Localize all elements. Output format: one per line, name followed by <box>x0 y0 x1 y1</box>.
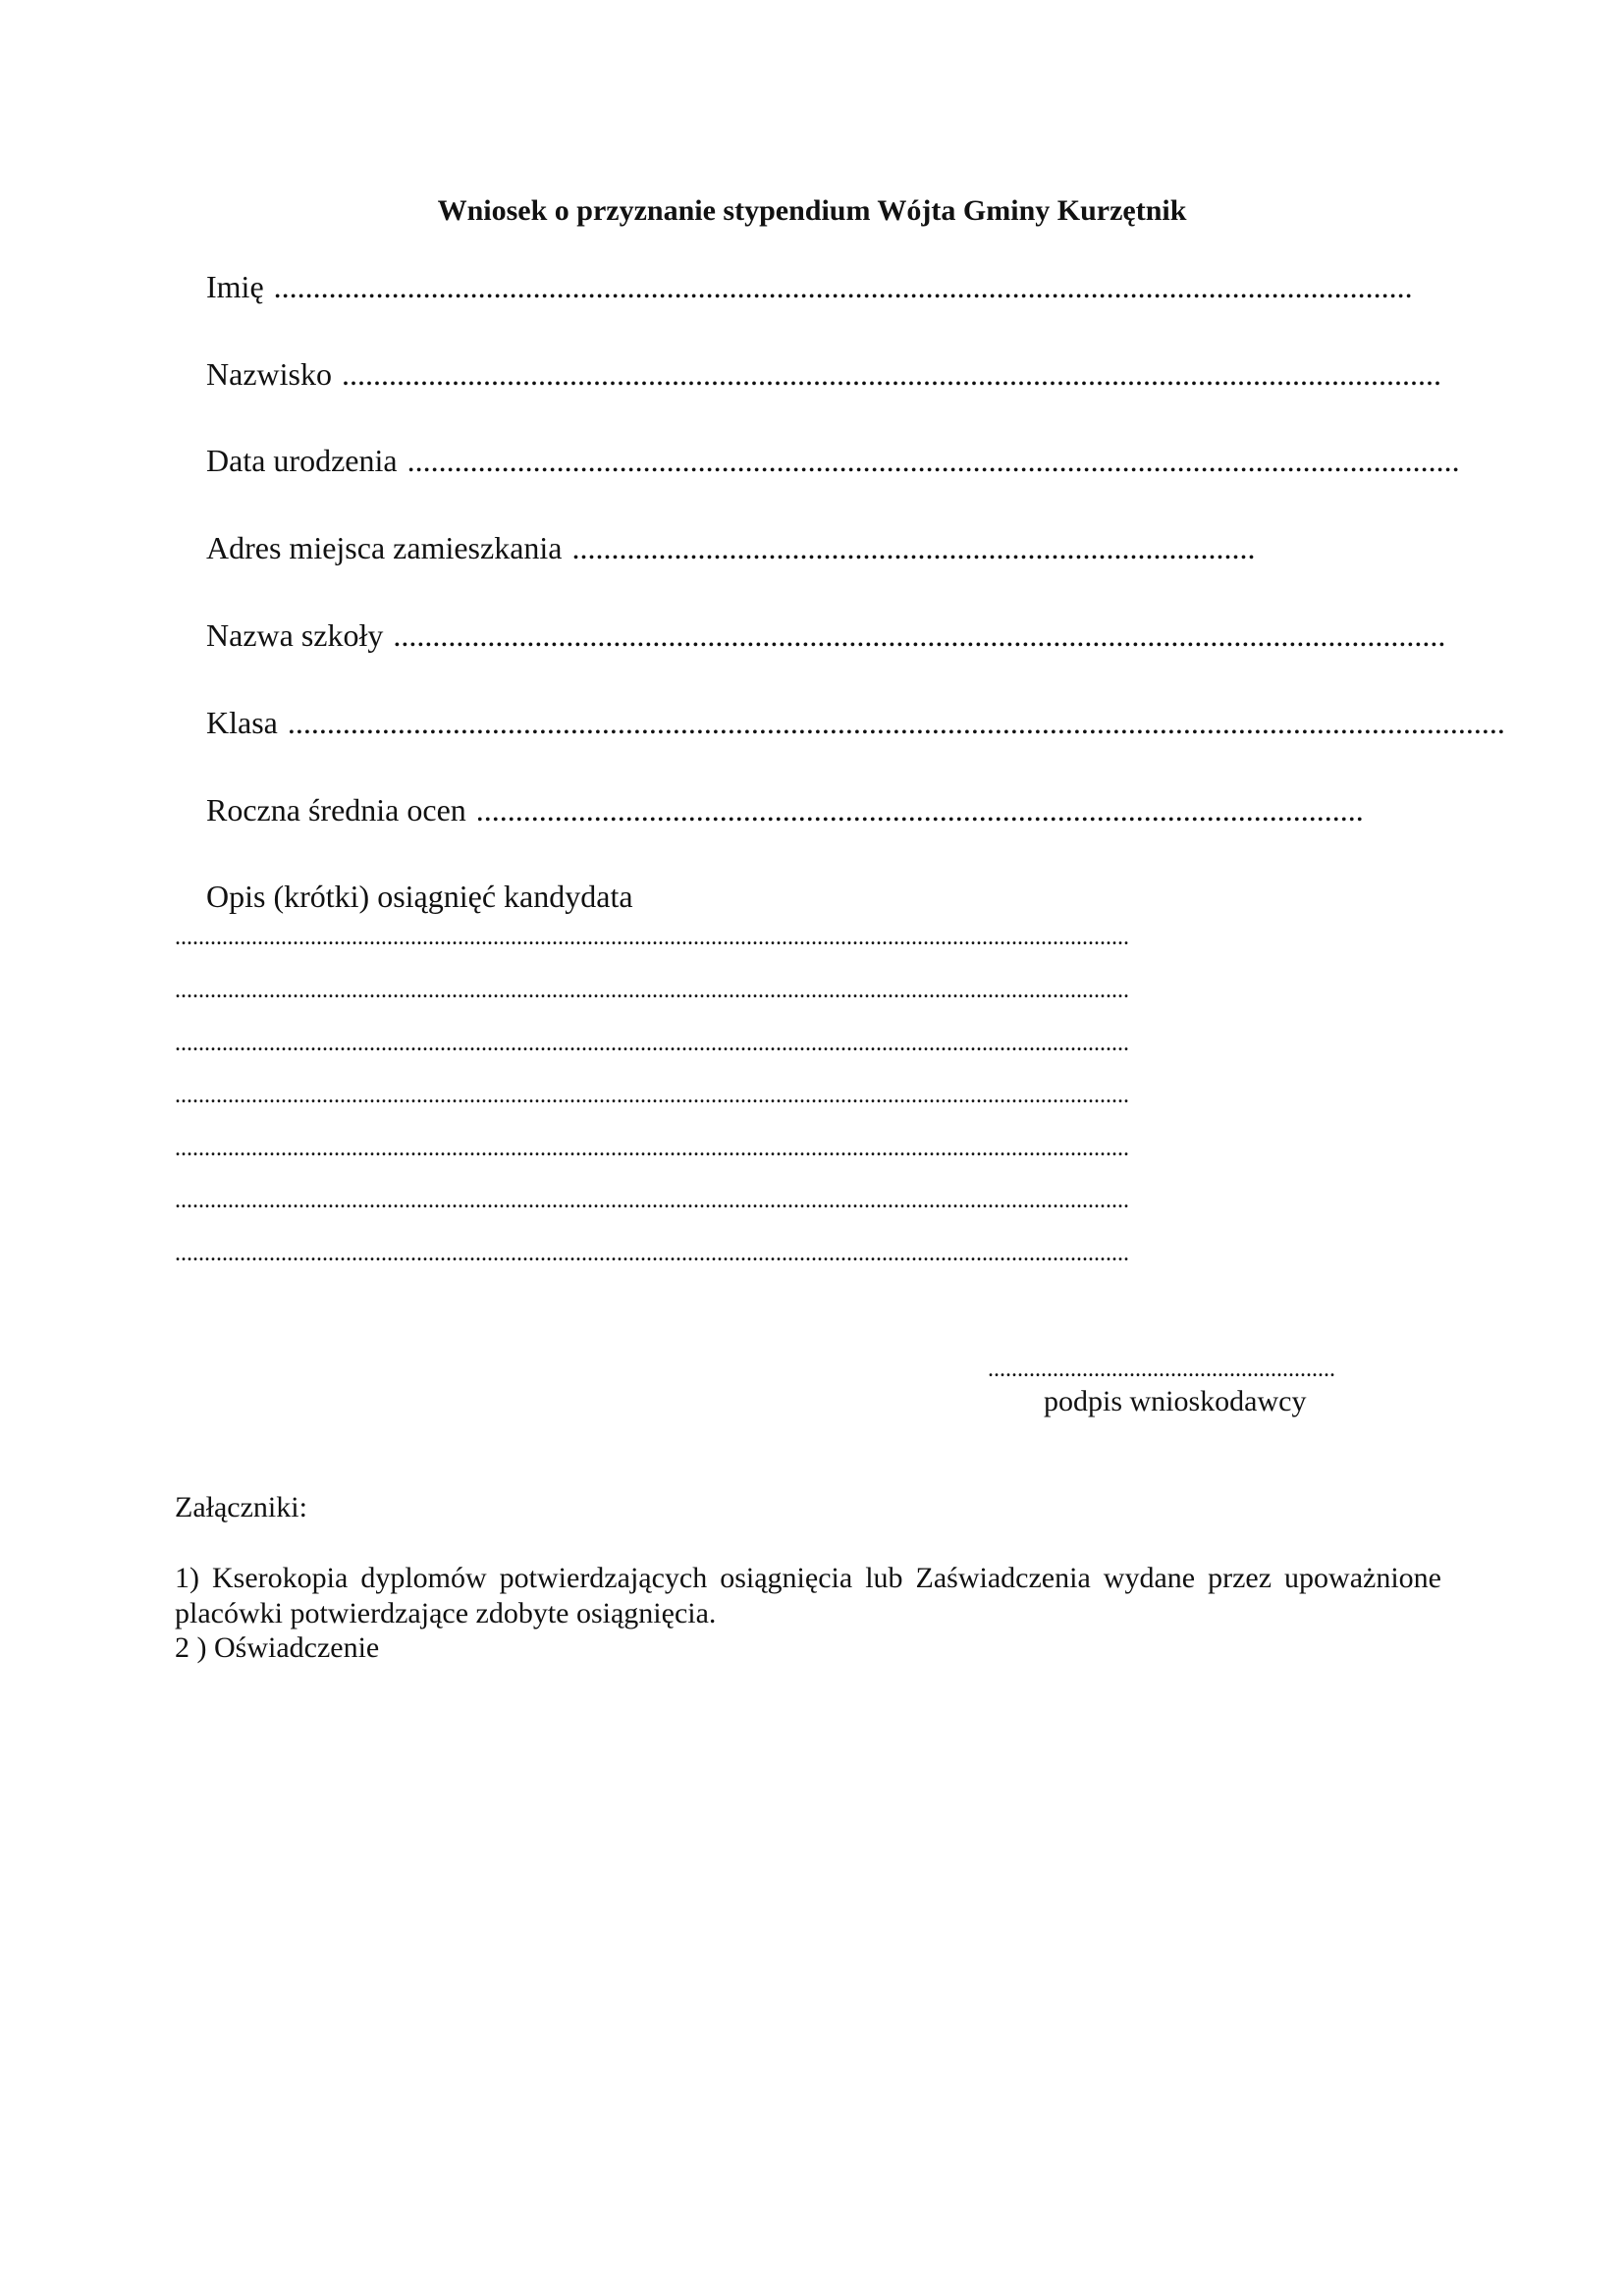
field-opis-osiagniec <box>206 877 643 916</box>
field-label: Klasa <box>206 705 278 740</box>
description-line: .................................................................................................................................................................. <box>175 1241 1129 1266</box>
attachment-item-2: 2 ) Oświadczenie <box>175 1631 380 1664</box>
field-label: Imię <box>206 269 264 304</box>
signature-label: podpis wnioskodawcy <box>1044 1385 1307 1417</box>
attachment-item-1: 1) Kserokopia dyplomów potwierdzających osiągnięcia lub Zaświadczenia wydane przez upoważnione placówki potwierdzające zdobyte osiągnięcia. <box>175 1562 1441 1629</box>
description-line: .................................................................................................................................................................. <box>175 1136 1129 1161</box>
description-line: .................................................................................................................................................................. <box>175 978 1129 1003</box>
document-title: Wniosek o przyznanie stypendium Wójta Gminy Kurzętnik <box>437 194 1187 227</box>
fill-in-line: ........................................................................................................................................................... <box>287 705 1505 740</box>
field-srednia-ocen <box>206 790 1364 829</box>
description-line: .................................................................................................................................................................. <box>175 925 1129 950</box>
field-label: Nazwisko <box>206 356 332 392</box>
fill-in-line: ............................................................................................................................................ <box>341 356 1441 392</box>
fill-in-line: ...................................................................................................................................... <box>393 617 1446 653</box>
description-line: .................................................................................................................................................................. <box>175 1031 1129 1056</box>
fill-in-line: ....................................................................................... <box>571 530 1256 565</box>
description-line: .................................................................................................................................................................. <box>175 1083 1129 1108</box>
field-label: Nazwa szkoły <box>206 617 384 653</box>
fill-in-line: ................................................................................................................................................. <box>273 269 1413 304</box>
description-line: .................................................................................................................................................................. <box>175 1188 1129 1213</box>
field-label: Data urodzenia <box>206 443 398 478</box>
field-nazwa-szkoly <box>206 615 1445 655</box>
field-klasa <box>206 703 1505 742</box>
field-adres <box>206 528 1256 567</box>
field-nazwisko <box>206 354 1441 394</box>
field-label: Adres miejsca zamieszkania <box>206 530 563 565</box>
fill-in-line: ................................................................................................................. <box>475 792 1364 828</box>
signature-line: ........................................................... <box>988 1357 1335 1382</box>
field-data-urodzenia <box>206 441 1460 480</box>
field-label: Opis (krótki) osiągnięć kandydata <box>206 879 633 914</box>
attachments-heading: Załączniki: <box>175 1491 307 1523</box>
fill-in-line: ...................................................................................................................................... <box>406 443 1460 478</box>
field-label: Roczna średnia ocen <box>206 792 466 828</box>
field-imie <box>206 267 1413 306</box>
